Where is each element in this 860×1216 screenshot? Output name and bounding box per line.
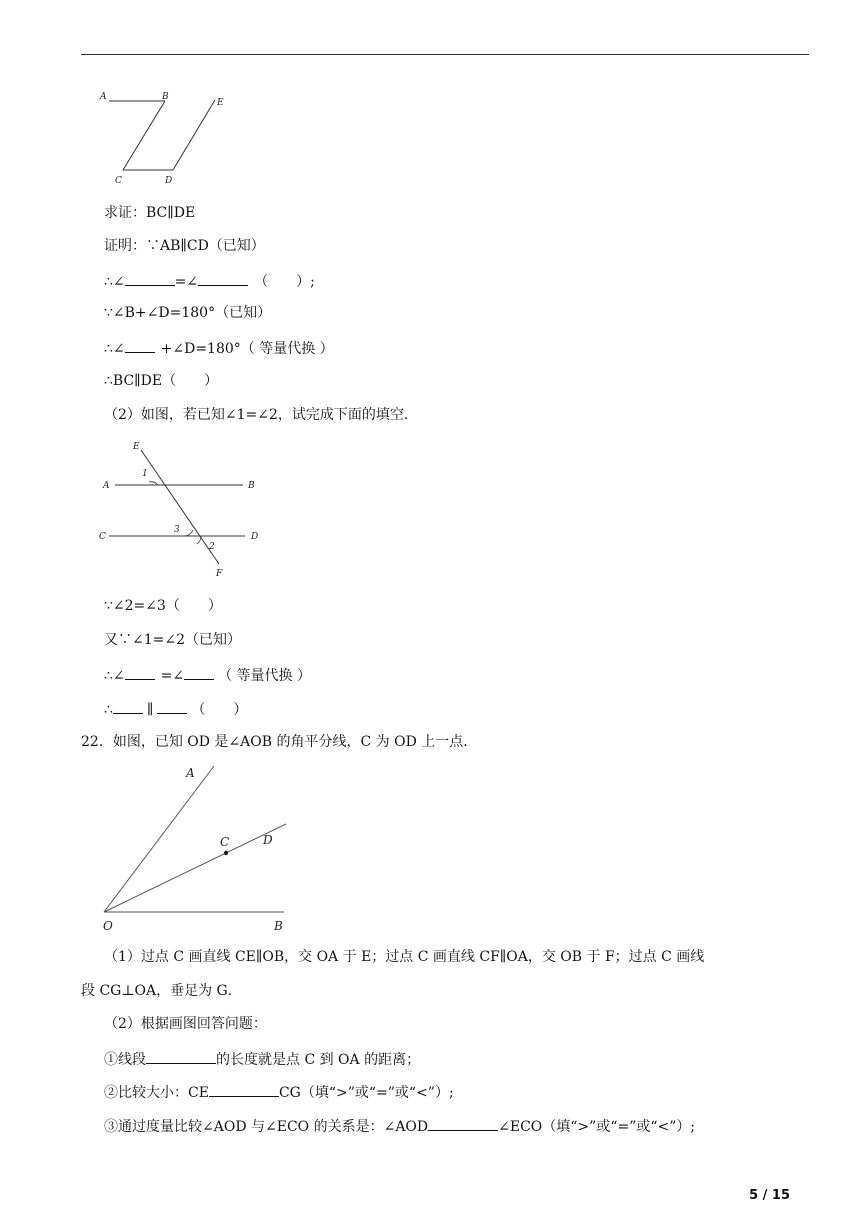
blank [113, 699, 143, 714]
blank [184, 665, 214, 680]
figure-parallel-zigzag [95, 88, 235, 188]
text: =∠ [174, 274, 199, 290]
label-B: B [248, 481, 255, 491]
proof1-line5 [104, 338, 334, 358]
text: ∥ [146, 702, 154, 718]
proof2-line2: 又∵∠1=∠2（已知） [104, 632, 242, 648]
label-D: D [165, 176, 173, 186]
proof2-line1: ∵∠2=∠3（ ） [104, 598, 222, 614]
proof1-line2: 证明：∵AB∥CD（已知） [104, 238, 265, 254]
q22-subquestion-1 [104, 1049, 420, 1069]
text: ③通过度量比较∠AOD 与∠ECO 的关系是：∠AOD [104, 1119, 429, 1135]
blank [198, 271, 248, 286]
label-C: C [115, 176, 122, 186]
text: ②比较大小：CE [104, 1085, 209, 1101]
text: ∴∠ [104, 274, 125, 290]
q22-subquestion-2 [104, 1082, 454, 1102]
label-D: D [263, 833, 273, 847]
text: =∠ [160, 668, 185, 684]
text: （ ）; [254, 274, 315, 290]
text: ∴∠ [104, 341, 125, 357]
label-E: E [217, 98, 224, 108]
text: CG（填“>”或“=”或“<”）; [278, 1085, 454, 1101]
label-B: B [162, 92, 169, 102]
q22-part1-line2: 段 CG⊥OA，垂足为 G． [81, 983, 242, 999]
label-1: 1 [142, 469, 148, 479]
label-O: O [103, 919, 113, 933]
text: ∠ECO（填“>”或“=”或“<”）; [498, 1119, 696, 1135]
text: （ ） [191, 702, 248, 718]
label-C: C [99, 532, 106, 542]
proof1-line1: 求证：BC∥DE [104, 205, 196, 221]
figure-transversal [95, 436, 270, 581]
q22-part2: （2）根据画图回答问题： [104, 1016, 267, 1032]
blank [125, 271, 175, 286]
blank [428, 1116, 498, 1131]
blank [125, 338, 155, 353]
label-A: A [100, 92, 107, 102]
header-rule [81, 54, 809, 55]
label-F: F [216, 569, 223, 579]
proof1-line3 [104, 271, 315, 291]
label-D: D [251, 532, 259, 542]
label-A: A [186, 766, 195, 780]
q22-part1-line1: （1）过点 C 画直线 CE∥OB，交 OA 于 E；过点 C 画直线 CF∥OA，交 OB 于 F；过点 C 画线 [104, 949, 705, 965]
blank [157, 699, 187, 714]
q22-subquestion-3 [104, 1116, 695, 1136]
question-22-title: 22．如图，已知 OD 是∠AOB 的角平分线，C 为 OD 上一点． [81, 734, 478, 750]
text: ∴ [104, 702, 113, 718]
figure-angle-bisector [100, 760, 300, 938]
label-E: E [133, 442, 140, 452]
label-A: A [103, 481, 110, 491]
label-2: 2 [209, 542, 215, 552]
blank [146, 1049, 216, 1064]
text: ∴∠ [104, 668, 125, 684]
proof2-line3 [104, 665, 311, 685]
blank [125, 665, 155, 680]
label-C: C [220, 835, 230, 849]
text: ①线段 [104, 1052, 146, 1068]
proof1-line6: ∴BC∥DE（ ） [104, 373, 219, 389]
label-B: B [274, 919, 283, 933]
label-3: 3 [174, 525, 180, 535]
text: （ 等量代换 ） [218, 668, 312, 684]
page-number: 5 / 15 [749, 1188, 790, 1203]
proof2-line4 [104, 699, 247, 719]
text: +∠D=180°（ 等量代换 ） [160, 341, 334, 357]
blank [209, 1082, 279, 1097]
text: 的长度就是点 C 到 OA 的距离； [216, 1052, 421, 1068]
part2-intro: （2）如图，若已知∠1=∠2，试完成下面的填空． [104, 407, 418, 423]
proof1-line4: ∵∠B+∠D=180°（已知） [104, 305, 272, 321]
